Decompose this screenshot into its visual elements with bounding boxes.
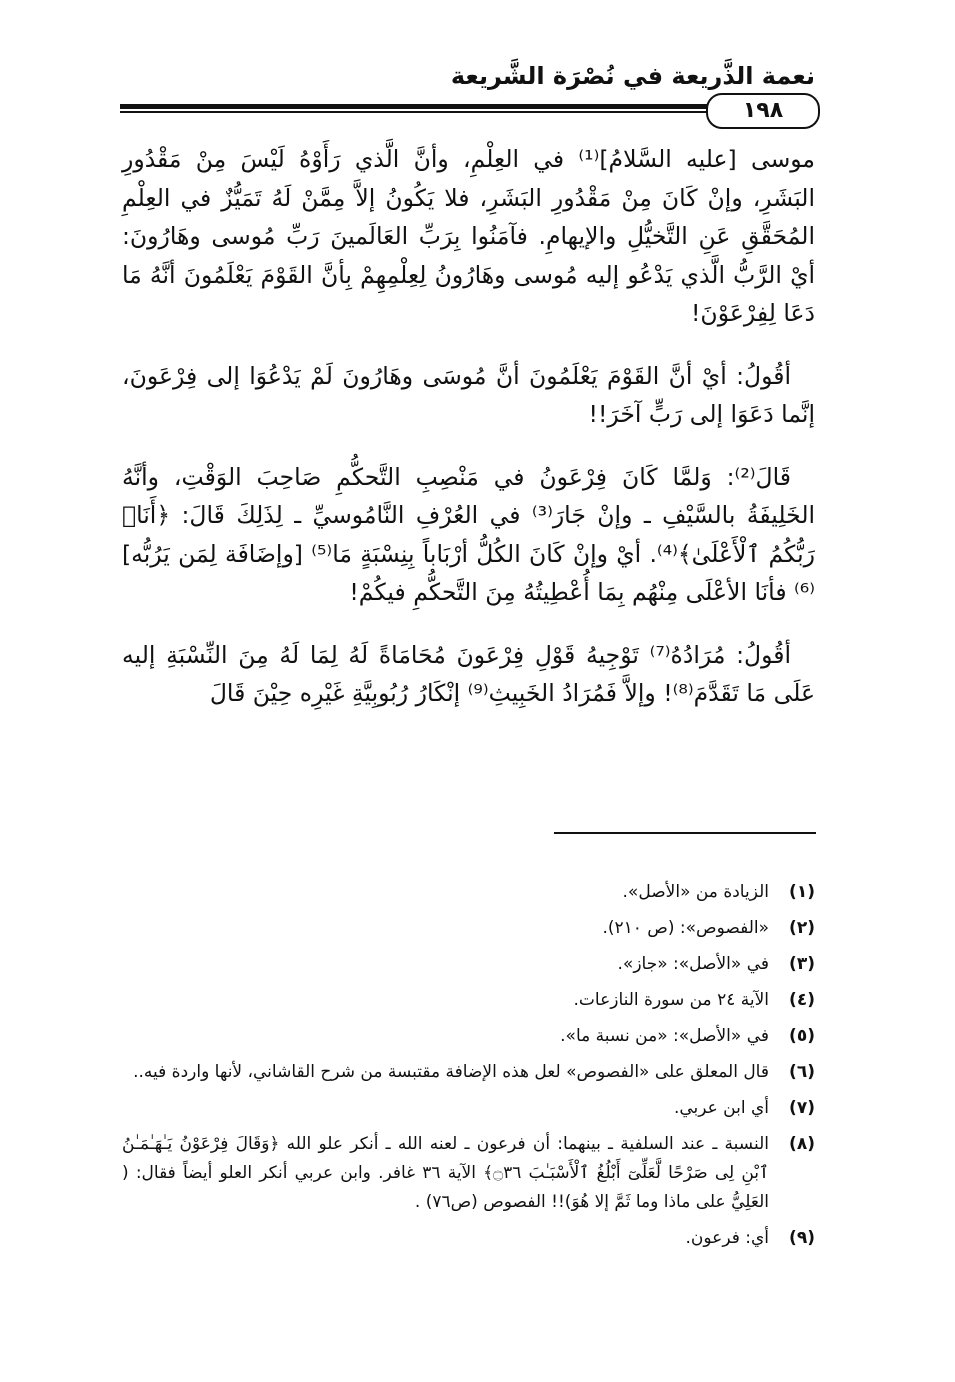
footnote-text: «الفصوص»: (ص ٢١٠). [602,918,769,938]
footnote-text: الآية ٢٤ من سورة النازعات. [573,990,769,1010]
footnote-text: أي: فرعون. [685,1228,769,1248]
footnote [122,986,815,1015]
footnote-number: (٤) [789,990,815,1010]
footnote-number: (١) [789,882,815,902]
footnote-separator [554,832,816,834]
paragraph: أقُولُ: مُرَادُهُ⁽⁷⁾ تَوْجِيهُ قَوْلِ فِرْعَونَ مُحَامَاةً لَهُ لِمَا لَهُ مِنَ النِّسْبَةِ إليه عَلَى مَا تَقَدَّمَ⁽⁸⁾! وإلاَّ فَمُرَادُ الخَبِيثِ⁽⁹⁾ إنْكَارُ رُبُوبِيَّةِ غَيْرِه حِيْنَ قَالَ [122,640,815,707]
footnote-number: (٩) [789,1228,815,1248]
footnote-text: النسبة ـ عند السلفية ـ بينهما: أن فرعون ـ لعنه الله ـ أنكر علو الله ﴿وَقَالَ فِرْعَوْنُ يَـٰهَـٰمَـٰنُ ٱبْنِ لِى صَرْحًا لَّعَلِّىٓ أَبْلُغُ ٱلْأَسْبَـٰبَ ۝٣٦﴾ الآية ٣٦ غافر. وابن عربي أنكر العلو أيضاً فقال: ( العَلِيُّ على ماذا وما ثَمَّ إلا هُوَ)!! الفصوص (ص٧٦) . [122,1134,769,1212]
footnote-number: (٧) [789,1098,815,1118]
footnote [122,1094,815,1123]
footnote [122,914,815,943]
running-header-title: نعمة الذَّريعة في نُصْرَة الشَّريعة [450,62,815,90]
paragraph: موسى [عليه السَّلامُ]⁽¹⁾ في العِلْمِ، وأنَّ الَّذي رَأَوْهُ لَيْسَ مِنْ مَقْدُورِ البَشَرِ، وإنْ كَانَ مِنْ مَقْدُورِ البَشَرِ، فلا يَكُونُ إلاَّ مِمَّنْ لَهُ تَمَيُّزٌ في العِلْمِ المُحَقَّقِ عَنِ التَّخيُّلِ والإيهامِ. فآمَنُوا بِرَبِّ العَالَمينَ رَبِّ مُوسى وهَارُونَ: أيْ الرَّبُّ الَّذي يَدْعُو إليه مُوسى وهَارُونُ لِعِلْمِهِمْ بِأنَّ القَوْمَ يَعْلَمُونَ أنَّهُ مَا دَعَا لِفِرْعَوْنَ! [122,145,815,327]
footnote [122,1022,815,1051]
footnote-text: قال المعلق على «الفصوص» لعل هذه الإضافة مقتبسة من شرح القاشاني، لأنها واردة فيه.. [133,1062,769,1082]
footnote-text: في «الأصل»: «من نسبة ما». [560,1026,769,1046]
footnotes [122,878,815,1260]
footnote-number: (٦) [789,1062,815,1082]
footnote [122,1224,815,1253]
footnote-number: (٣) [789,954,815,974]
page-number-badge: ١٩٨ [706,93,820,129]
footnote [122,878,815,907]
footnote-text: في «الأصل»: «جاز». [617,954,769,974]
footnote-number: (٢) [789,918,815,938]
paragraph: قَالَ⁽²⁾: وَلمَّا كَانَ فِرْعَونُ في مَنْصِبِ التَّحكُّمِ صَاحِبَ الوَقْتِ، وأنَّهُ الخَلِيفَةُ بالسَّيْفِ ـ وإنْ جَارَ⁽³⁾ في العُرْفِ النَّامُوسيِّ ـ لِذَلِكَ قَالَ: ﴿أَنَا۠ رَبُّكُمُ ٱلْأَعْلَىٰ﴾⁽⁴⁾. أيْ وإنْ كَانَ الكُلُّ أرْبَاباً بِنِسْبَةٍ مَا⁽⁵⁾ [وإضَافَة لِمَن يَرُبُّه]⁽⁶⁾ فأنَا الأعْلَى مِنْهُم بِمَا أُعْطِيتُهُ مِنَ التَّحكُّمِ فيكُمْ! [122,462,816,606]
footnote-number: (٥) [789,1026,815,1046]
footnote [122,950,815,979]
main-text [122,140,815,737]
footnote-number: (٨) [789,1134,815,1154]
footnote-text: أي ابن عربي. [673,1098,769,1118]
footnote [122,1058,815,1087]
footnote-text: الزيادة من «الأصل». [622,882,769,902]
paragraph: أقُولُ: أيْ أنَّ القَوْمَ يَعْلَمُونَ أنَّ مُوسَى وهَارُونَ لَمْ يَدْعُوَا إلى فِرْعَونَ، إنَّما دَعَوَا إلى رَبٍّ آخَرَ!! [122,361,815,428]
footnote [122,1130,815,1217]
